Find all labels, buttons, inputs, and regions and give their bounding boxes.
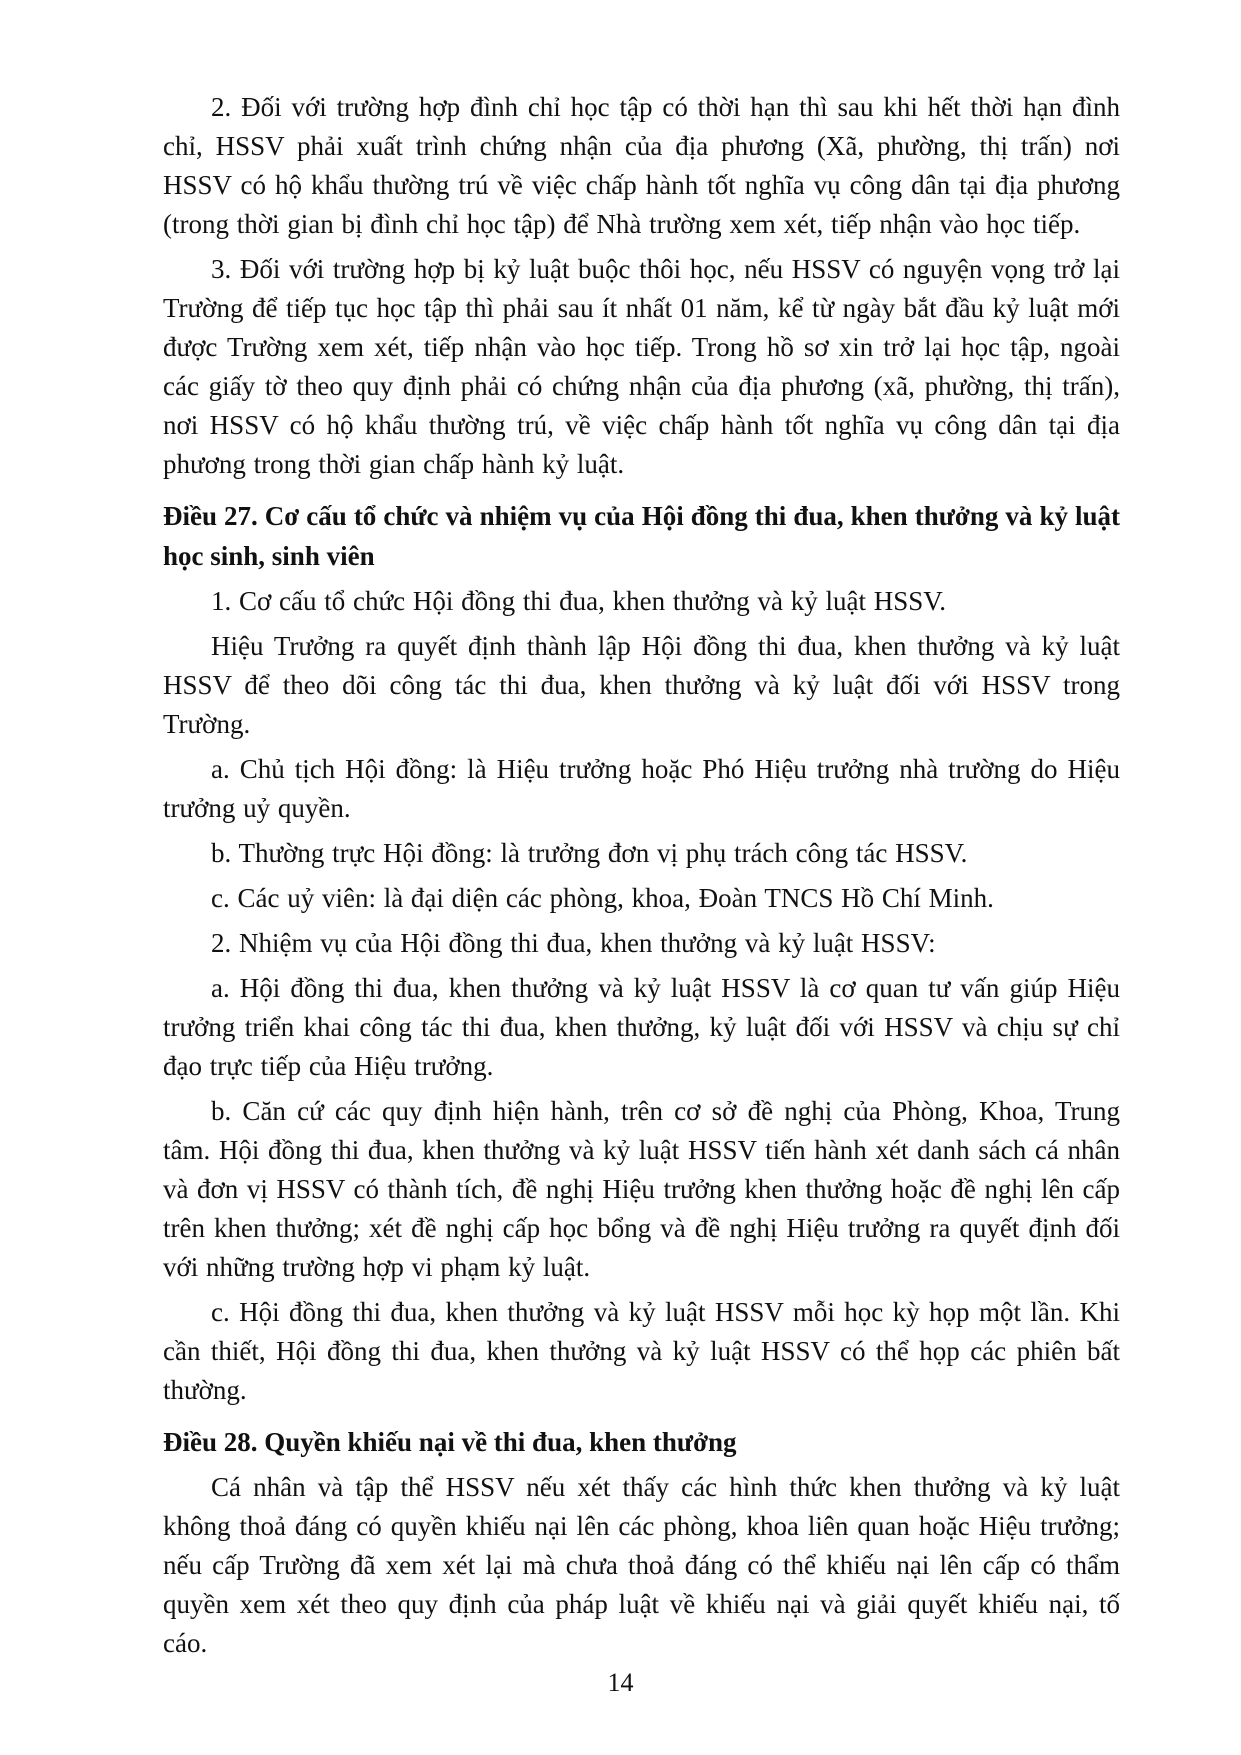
paragraph-point-c-uy-vien: c. Các uỷ viên: là đại diện các phòng, khoa, Đoàn TNCS Hồ Chí Minh.	[211, 883, 994, 913]
paragraph-khieu-nai: Cá nhân và tập thể HSSV nếu xét thấy các hình thức khen thưởng và kỷ luật không thoả đáng có quyền khiếu nại lên các phòng, khoa liên quan hoặc Hiệu trưởng; nếu cấp Trường đã xem xét lại mà chưa thoả đáng có thể khiếu nại lên cấp có thẩm quyền xem xét theo quy định của pháp luật về khiếu nại và giải quyết khiếu nại, tố cáo.	[163, 1472, 1120, 1658]
paragraph-clause-2: 2. Nhiệm vụ của Hội đồng thi đua, khen thưởng và kỷ luật HSSV:	[211, 928, 936, 958]
paragraph-point-a-chu-tich: a. Chủ tịch Hội đồng: là Hiệu trưởng hoặc Phó Hiệu trưởng nhà trường do Hiệu trưởng uỷ quyền.	[163, 754, 1120, 823]
paragraph-clause-1: 1. Cơ cấu tổ chức Hội đồng thi đua, khen thưởng và kỷ luật HSSV.	[211, 586, 947, 616]
paragraph-item-3: 3. Đối với trường hợp bị kỷ luật buộc thôi học, nếu HSSV có nguyện vọng trở lại Trường để tiếp tục học tập thì phải sau ít nhất 01 năm, kể từ ngày bắt đầu kỷ luật mới được Trường xem xét, tiếp nhận vào học tiếp. Trong hồ sơ xin trở lại học tập, ngoài các giấy tờ theo quy định phải có chứng nhận của địa phương (xã, phường, thị trấn), nơi HSSV có hộ khẩu thường trú, về việc chấp hành tốt nghĩa vụ công dân tại địa phương trong thời gian chấp hành kỷ luật.	[163, 254, 1120, 479]
paragraph-point-b-thuong-truc: b. Thường trực Hội đồng: là trưởng đơn vị phụ trách công tác HSSV.	[211, 838, 968, 868]
page-number: 14	[607, 1668, 634, 1697]
paragraph-point-b-can-cu: b. Căn cứ các quy định hiện hành, trên cơ sở đề nghị của Phòng, Khoa, Trung tâm. Hội đồng thi đua, khen thưởng và kỷ luật HSSV tiến hành xét danh sách cá nhân và đơn vị HSSV có thành tích, đề nghị Hiệu trưởng khen thưởng hoặc đề nghị lên cấp trên khen thưởng; xét đề nghị cấp học bổng và đề nghị Hiệu trưởng ra quyết định đối với những trường hợp vi phạm kỷ luật.	[163, 1096, 1120, 1282]
paragraph-point-a-nhiem-vu: a. Hội đồng thi đua, khen thưởng và kỷ luật HSSV là cơ quan tư vấn giúp Hiệu trưởng triển khai công tác thi đua, khen thưởng, kỷ luật đối với HSSV và chịu sự chỉ đạo trực tiếp của Hiệu trưởng.	[163, 973, 1120, 1081]
paragraph-hieu-truong-decision: Hiệu Trưởng ra quyết định thành lập Hội đồng thi đua, khen thưởng và kỷ luật HSSV để theo dõi công tác thi đua, khen thưởng và kỷ luật đối với HSSV trong Trường.	[163, 631, 1120, 739]
paragraph-item-2: 2. Đối với trường hợp đình chỉ học tập có thời hạn thì sau khi hết thời hạn đình chỉ, HSSV phải xuất trình chứng nhận của địa phương (Xã, phường, thị trấn) nơi HSSV có hộ khẩu thường trú về việc chấp hành tốt nghĩa vụ công dân tại địa phương (trong thời gian bị đình chỉ học tập) để Nhà trường xem xét, tiếp nhận vào học tiếp.	[163, 92, 1120, 239]
paragraph-point-c-hop: c. Hội đồng thi đua, khen thưởng và kỷ luật HSSV mỗi học kỳ họp một lần. Khi cần thiết, Hội đồng thi đua, khen thưởng và kỷ luật HSSV có thể họp các phiên bất thường.	[163, 1297, 1120, 1405]
section-heading-dieu-27: Điều 27. Cơ cấu tổ chức và nhiệm vụ của Hội đồng thi đua, khen thưởng và kỷ luật học sinh, sinh viên	[163, 501, 1120, 571]
section-heading-dieu-28: Điều 28. Quyền khiếu nại về thi đua, khen thưởng	[163, 1427, 737, 1457]
